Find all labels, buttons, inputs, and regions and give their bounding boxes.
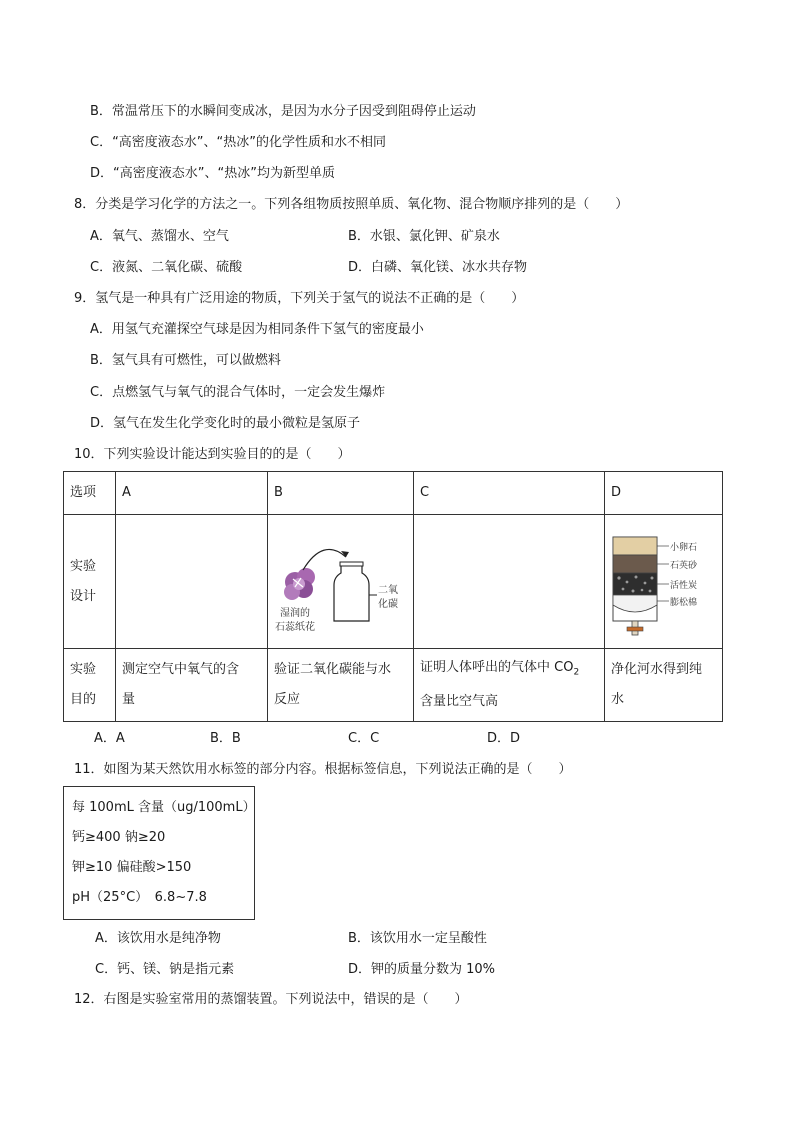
goal-b: 验证二氧化碳能与水 反应 (268, 649, 414, 722)
goal-c: 证明人体呼出的气体中 $CO_2$ 含量比空气高 (414, 649, 605, 722)
label-line-1: 每 100mL 含量（ug/100mL） (72, 800, 256, 815)
design-label: 实验 设计 (64, 515, 116, 649)
header-d: D (605, 472, 723, 515)
water-filter-illustration (605, 515, 723, 648)
q10-stem: 10．下列实验设计能达到实验目的的是（ ） (74, 447, 351, 462)
filter-label-sand: 石英砂 (670, 561, 698, 571)
filter-label-pebbles: 小卵石 (670, 543, 698, 553)
design-b-cell (268, 515, 414, 649)
q7-option-d: D．“高密度液态水”、“热冰”均为新型单质 (90, 166, 335, 181)
sand-layer (613, 555, 657, 573)
filter-label-cotton: 膨松棉 (670, 598, 698, 608)
goal-a: 测定空气中氧气的含 量 (116, 649, 268, 722)
label-line-4: pH（25°C） 6.8~7.8 (72, 890, 207, 905)
q8-stem: 8．分类是学习化学的方法之一。下列各组物质按照单质、氧化物、混合物顺序排列的是（ ） (74, 197, 629, 212)
q11-stem: 11．如图为某天然饮用水标签的部分内容。根据标签信息，下列说法正确的是（ ） (74, 762, 572, 777)
gas-bottle-icon (334, 562, 377, 621)
header-c: C (414, 472, 605, 515)
q11-option-b: B．该饮用水一定呈酸性 (348, 931, 487, 946)
header-b: B (268, 472, 414, 515)
q7-option-c: C．“高密度液态水”、“热冰”的化学性质和水不相同 (90, 135, 387, 150)
pebble-layer (613, 537, 657, 555)
outlet-valve-icon (627, 627, 643, 631)
flower-label-2: 石蕊纸花 (275, 622, 315, 633)
q8-option-a: A．氧气、蒸馏水、空气 (90, 229, 229, 244)
q9-stem: 9．氢气是一种具有广泛用途的物质，下列关于氢气的说法不正确的是（ ） (74, 291, 525, 306)
q9-option-a: A．用氢气充灌探空气球是因为相同条件下氢气的密度最小 (90, 322, 424, 337)
label-line-2: 钙≥400 钠≥20 (72, 830, 166, 845)
goal-label: 实验 目的 (64, 649, 116, 722)
q10-answer-c: C．C (348, 731, 380, 746)
q11-option-c: C．钙、镁、钠是指元素 (95, 962, 235, 977)
q7-option-b: B．常温常压下的水瞬间变成冰，是因为水分子因受到阻碍停止运动 (90, 104, 476, 119)
q8-option-c: C．液氮、二氧化碳、硫酸 (90, 260, 243, 275)
q8-option-b: B．水银、氯化钾、矿泉水 (348, 229, 500, 244)
goal-d: 净化河水得到纯 水 (605, 649, 723, 722)
water-label-box (63, 786, 255, 920)
q11-option-a: A．该饮用水是纯净物 (95, 931, 221, 946)
q11-option-d: D．钾的质量分数为 10% (348, 962, 496, 977)
q9-option-b: B．氢气具有可燃性，可以做燃料 (90, 353, 281, 368)
co2-litmus-illustration (268, 515, 414, 648)
q9-option-d: D．氢气在发生化学变化时的最小微粒是氢原子 (90, 416, 361, 431)
table-goal-row (64, 649, 723, 722)
q10-answer-d: D．D (487, 731, 521, 746)
header-option: 选项 (64, 472, 116, 515)
table-design-row (64, 515, 723, 649)
label-line-3: 钾≥10 偏硅酸>150 (72, 860, 192, 875)
q9-option-c: C．点燃氢气与氧气的混合气体时，一定会发生爆炸 (90, 385, 386, 400)
filter-label-carbon: 活性炭 (670, 581, 698, 591)
table-header-row (64, 472, 723, 515)
q10-answer-b: B．B (210, 731, 241, 746)
q12-stem: 12．右图是实验室常用的蒸馏装置。下列说法中，错误的是（ ） (74, 992, 468, 1007)
design-a-cell (116, 515, 268, 649)
design-d-cell (605, 515, 723, 649)
gas-label-2: 化碳 (378, 599, 398, 610)
header-a: A (116, 472, 268, 515)
q10-answer-a: A．A (94, 731, 125, 746)
flower-label-1: 湿润的 (280, 608, 310, 619)
q8-option-d: D．白磷、氧化镁、冰水共存物 (348, 260, 528, 275)
design-c-cell (414, 515, 605, 649)
experiment-table (63, 471, 723, 722)
gas-label-1: 二氧 (378, 585, 398, 596)
litmus-flower-icon (284, 568, 315, 600)
